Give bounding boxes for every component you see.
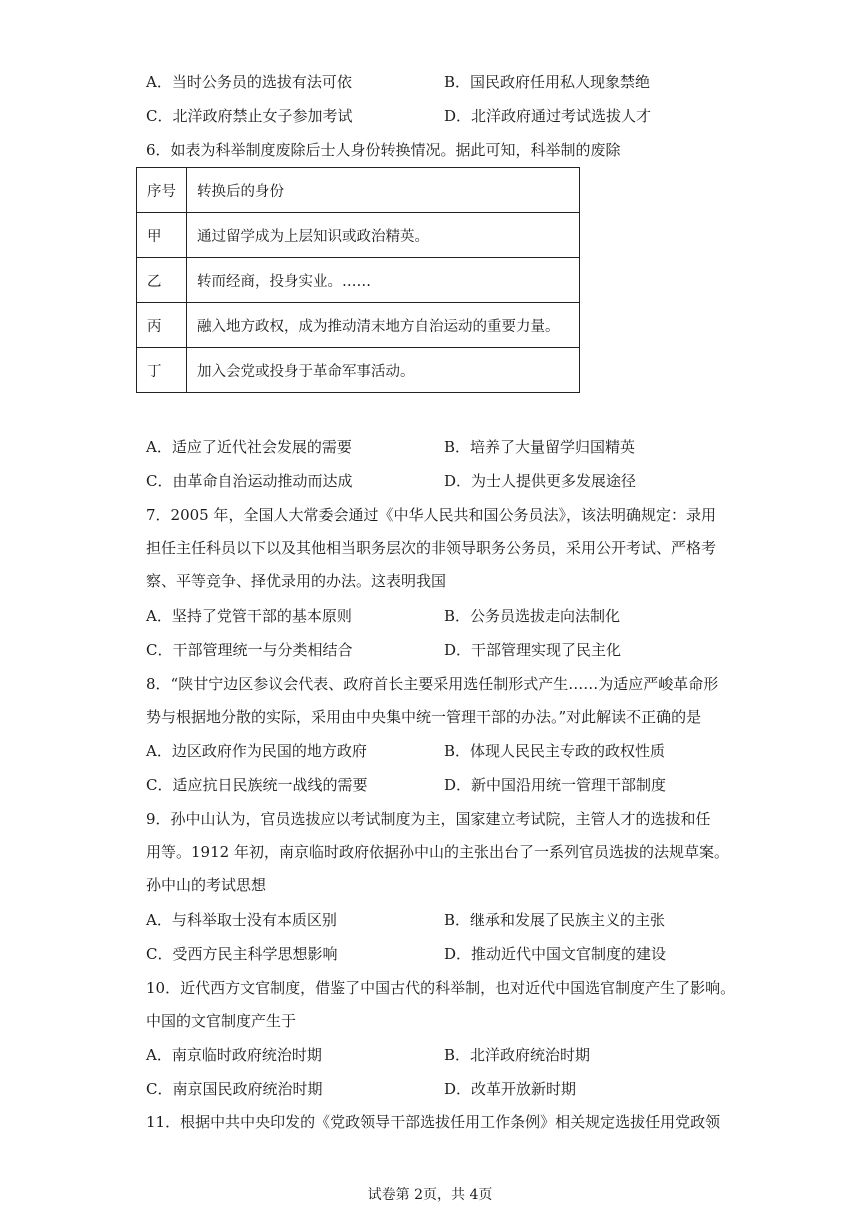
q10-stem-line: 中国的文官制度产生于	[146, 1012, 297, 1030]
q6-table	[136, 167, 580, 393]
table-cell: 加入会党或投身于革命军事活动。	[187, 348, 580, 393]
table-header-cell: 转换后的身份	[187, 168, 580, 213]
q9-stem	[146, 803, 729, 902]
q9-stem-line: 用等。1912 年初，南京临时政府依据孙中山的主张出台了一系列官员选拔的法规草案。	[146, 843, 729, 861]
q8-option-b[interactable]: B．体现人民民主专政的政权性质	[444, 742, 666, 760]
q9-option-b[interactable]: B．继承和发展了民族主义的主张	[444, 911, 666, 929]
q6-stem: 6．如表为科举制度废除后士人身份转换情况。据此可知，科举制的废除	[146, 141, 621, 159]
q10-option-d[interactable]: D．改革开放新时期	[444, 1080, 577, 1098]
q10-stem-line: 10．近代西方文官制度，借鉴了中国古代的科举制，也对近代中国选官制度产生了影响。	[146, 979, 736, 997]
q9-options-row-2	[146, 944, 746, 964]
q8-option-c[interactable]: C．适应抗日民族统一战线的需要	[146, 776, 368, 794]
q6-option-b[interactable]: B．培养了大量留学归国精英	[444, 438, 636, 456]
q10-stem	[146, 972, 736, 1038]
q7-options-row-1	[146, 606, 746, 626]
q8-stem-line: 8．“陕甘宁边区参议会代表、政府首长主要采用选任制形式产生……为适应严峻革命形	[146, 675, 719, 693]
q5-options-row-2	[146, 106, 746, 126]
q8-options-row-1	[146, 741, 746, 761]
q8-stem-line: 势与根据地分散的实际，采用由中央集中统一管理干部的办法。”对此解读不正确的是	[146, 708, 702, 726]
q9-stem-line: 9．孙中山认为，官员选拔应以考试制度为主，国家建立考试院，主管人才的选拔和任	[146, 810, 711, 828]
q10-option-c[interactable]: C．南京国民政府统治时期	[146, 1080, 323, 1098]
table-cell: 甲	[137, 213, 187, 258]
page-footer: 试卷第 2页，共 4页	[367, 1187, 493, 1203]
q5-option-a[interactable]: A．当时公务员的选拔有法可依	[146, 73, 352, 91]
table-cell: 通过留学成为上层知识或政治精英。	[187, 213, 580, 258]
q9-stem-line: 孙中山的考试思想	[146, 876, 267, 894]
q7-option-c[interactable]: C．干部管理统一与分类相结合	[146, 641, 353, 659]
q6-option-a[interactable]: A．适应了近代社会发展的需要	[146, 438, 352, 456]
q7-stem	[146, 499, 716, 598]
table-cell: 乙	[137, 258, 187, 303]
q5-options-row-1	[146, 72, 746, 92]
q10-options-row-2	[146, 1079, 746, 1099]
q5-option-d[interactable]: D．北洋政府通过考试选拔人才	[444, 107, 652, 125]
q8-stem	[146, 668, 719, 734]
table-cell: 丙	[137, 303, 187, 348]
q8-options-row-2	[146, 775, 746, 795]
table-header-row	[137, 168, 580, 213]
q6-options-row-2	[146, 471, 746, 491]
q7-stem-line: 担任主任科员以下以及其他相当职务层次的非领导职务公务员，采用公开考试、严格考	[146, 539, 717, 557]
q7-option-d[interactable]: D．干部管理实现了民主化	[444, 641, 622, 659]
q9-option-d[interactable]: D．推动近代中国文官制度的建设	[444, 945, 667, 963]
q10-option-b[interactable]: B．北洋政府统治时期	[444, 1046, 591, 1064]
q5-option-c[interactable]: C．北洋政府禁止女子参加考试	[146, 107, 353, 125]
table-row	[137, 258, 580, 303]
q10-options-row-1	[146, 1045, 746, 1065]
q9-options-row-1	[146, 910, 746, 930]
table-row	[137, 348, 580, 393]
q5-option-b[interactable]: B．国民政府任用私人现象禁绝	[444, 73, 651, 91]
table-cell: 融入地方政权，成为推动清末地方自治运动的重要力量。	[187, 303, 580, 348]
q8-option-a[interactable]: A．边区政府作为民国的地方政府	[146, 742, 367, 760]
q7-options-row-2	[146, 640, 746, 660]
q9-option-c[interactable]: C．受西方民主科学思想影响	[146, 945, 338, 963]
q11-stem: 11．根据中共中央印发的《党政领导干部选拔任用工作条例》相关规定选拔任用党政领	[146, 1113, 721, 1131]
table-row	[137, 213, 580, 258]
q7-stem-line: 7．2005 年，全国人大常委会通过《中华人民共和国公务员法》，该法明确规定：录用	[146, 506, 716, 524]
q7-option-a[interactable]: A．坚持了党管干部的基本原则	[146, 607, 352, 625]
q7-stem-line: 察、平等竞争、择优录用的办法。这表明我国	[146, 572, 447, 590]
table-header-cell: 序号	[137, 168, 187, 213]
q6-option-d[interactable]: D．为士人提供更多发展途径	[444, 472, 637, 490]
table-cell: 丁	[137, 348, 187, 393]
table-cell: 转而经商，投身实业。……	[187, 258, 580, 303]
q6-options-row-1	[146, 437, 746, 457]
q8-option-d[interactable]: D．新中国沿用统一管理干部制度	[444, 776, 667, 794]
q10-option-a[interactable]: A．南京临时政府统治时期	[146, 1046, 322, 1064]
q6-option-c[interactable]: C．由革命自治运动推动而达成	[146, 472, 353, 490]
q7-option-b[interactable]: B．公务员选拔走向法制化	[444, 607, 621, 625]
table-row	[137, 303, 580, 348]
q9-option-a[interactable]: A．与科举取士没有本质区别	[146, 911, 337, 929]
